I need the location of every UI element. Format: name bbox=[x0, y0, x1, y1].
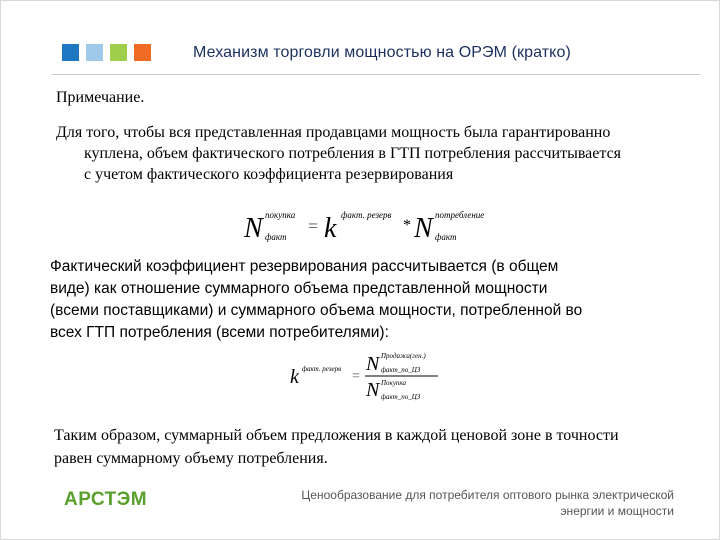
footer-line: энергии и мощности bbox=[560, 504, 674, 518]
formula2-num-sub: факт_по_ЦЗ bbox=[381, 366, 421, 374]
formula1-times: * bbox=[403, 217, 411, 234]
paragraph-line: Таким образом, суммарный объем предложения в каждой ценовой зоне в точности bbox=[54, 427, 619, 444]
note-line: куплена, объем фактического потребления в ГТП потребления рассчитывается bbox=[84, 145, 622, 162]
formula2-num-sup: Продажа(ген.) bbox=[381, 352, 426, 360]
reserve-coefficient-paragraph bbox=[50, 256, 683, 344]
formula1-k: k bbox=[324, 213, 337, 244]
square-green bbox=[110, 44, 127, 61]
formula1-n-left-sup: покупка bbox=[265, 210, 296, 220]
formula1-n-left-sub: факт bbox=[265, 232, 287, 242]
header-squares bbox=[62, 44, 151, 61]
footer-caption bbox=[262, 487, 674, 519]
square-blue bbox=[62, 44, 79, 61]
note-line: с учетом фактического коэффициента резервирования bbox=[84, 166, 454, 183]
paragraph-line: виде) как отношение суммарного объема представленной мощности bbox=[50, 280, 548, 297]
formula2-den-sup: Покупка bbox=[381, 379, 407, 387]
formula1-n-right-sup: потребление bbox=[435, 210, 485, 220]
formula1-n-right: N bbox=[414, 213, 433, 244]
paragraph-line: равен суммарному объему потребления. bbox=[54, 450, 328, 467]
formula1-k-sup: факт. резерв bbox=[341, 210, 392, 220]
note-heading: Примечание. bbox=[56, 89, 145, 106]
formula2-num-n: N bbox=[366, 353, 380, 375]
formula2-den-n: N bbox=[366, 379, 380, 401]
formula1-n-right-sub: факт bbox=[435, 232, 457, 242]
formula2-k-sup: факт. резерв bbox=[302, 365, 342, 373]
formula2-k: k bbox=[290, 366, 299, 388]
formula-consumption bbox=[244, 206, 504, 246]
conclusion-paragraph bbox=[54, 424, 694, 470]
logo-text: АРСТЭМ bbox=[64, 489, 148, 509]
paragraph-line: (всеми поставщиками) и суммарного объема мощности, потребленной во bbox=[50, 302, 583, 319]
note-body bbox=[56, 122, 696, 185]
square-light-blue bbox=[86, 44, 103, 61]
note-line: Для того, чтобы вся представленная продавцами мощность была гарантированно bbox=[56, 124, 611, 141]
company-logo bbox=[64, 487, 164, 509]
formula-reserve-coefficient bbox=[288, 350, 448, 402]
formula1-n-left: N bbox=[244, 213, 263, 244]
square-orange bbox=[134, 44, 151, 61]
slide-title: Механизм торговли мощностью на ОРЭМ (кратко) bbox=[193, 44, 571, 61]
formula2-equals: = bbox=[352, 369, 360, 384]
paragraph-line: всех ГТП потребления (всеми потребителями): bbox=[50, 324, 389, 341]
footer-line: Ценообразование для потребителя оптового рынка электрической bbox=[301, 488, 674, 502]
paragraph-line: Фактический коэффициент резервирования рассчитывается (в общем bbox=[50, 258, 559, 275]
title-divider bbox=[52, 74, 700, 75]
formula2-den-sub: факт_по_ЦЗ bbox=[381, 393, 421, 401]
formula1-equals: = bbox=[308, 216, 319, 236]
